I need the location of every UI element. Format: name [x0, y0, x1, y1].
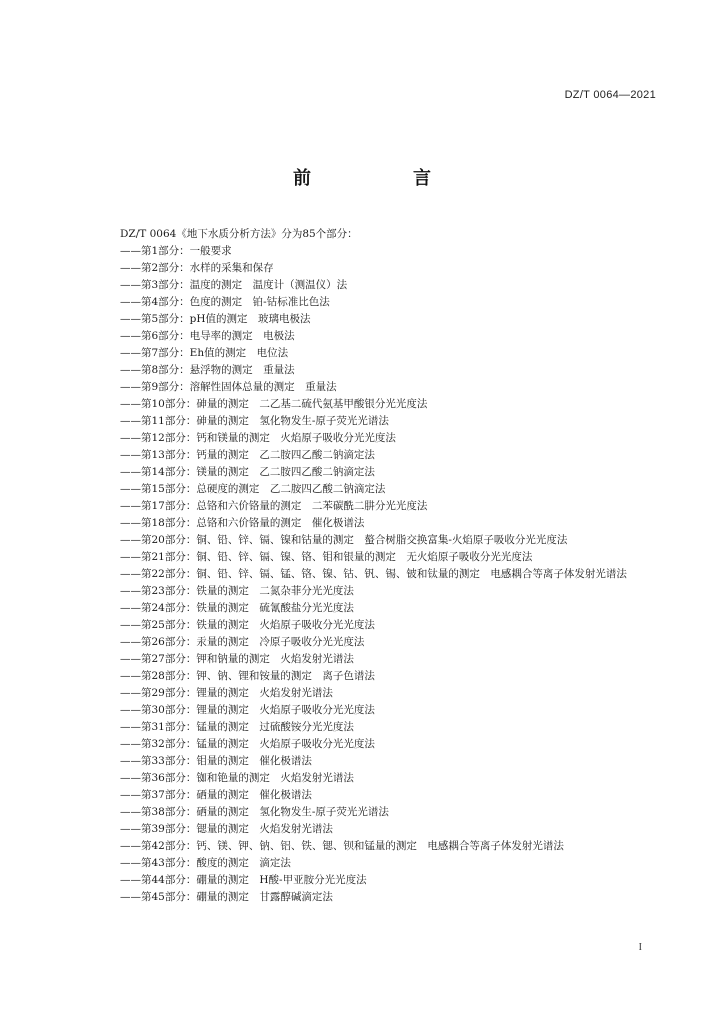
list-item: ——第4部分：色度的测定 铂-钴标准比色法 — [120, 296, 330, 308]
list-item: ——第20部分：铜、铅、锌、镉、镍和钴量的测定 螯合树脂交换富集-火焰原子吸收分光光度法 — [120, 534, 568, 546]
list-item: ——第25部分：铁量的测定 火焰原子吸收分光光度法 — [120, 619, 375, 631]
intro-paragraph: DZ/T 0064《地下水质分析方法》分为85个部分： — [120, 228, 358, 240]
list-item: ——第11部分：砷量的测定 氢化物发生-原子荧光光谱法 — [120, 415, 389, 427]
list-item: ——第29部分：锂量的测定 火焰发射光谱法 — [120, 687, 333, 699]
list-item: ——第44部分：硼量的测定 H酸-甲亚胺分光光度法 — [120, 874, 367, 886]
list-item: ——第33部分：钼量的测定 催化极谱法 — [120, 755, 312, 767]
list-item: ——第23部分：铁量的测定 二氮杂菲分光光度法 — [120, 585, 354, 597]
list-item: ——第21部分：铜、铅、锌、镉、镍、铬、钼和银量的测定 无火焰原子吸收分光光度法 — [120, 551, 533, 563]
list-item: ——第1部分：一般要求 — [120, 245, 232, 257]
list-item: ——第3部分：温度的测定 温度计（测温仪）法 — [120, 279, 348, 291]
list-item: ——第9部分：溶解性固体总量的测定 重量法 — [120, 381, 337, 393]
list-item: ——第31部分：锰量的测定 过硫酸铵分光光度法 — [120, 721, 354, 733]
standard-code: DZ/T 0064—2021 — [564, 89, 656, 101]
list-item: ——第36部分：铷和铯量的测定 火焰发射光谱法 — [120, 772, 354, 784]
list-item: ——第18部分：总铬和六价铬量的测定 催化极谱法 — [120, 517, 365, 529]
list-item: ——第6部分：电导率的测定 电极法 — [120, 330, 295, 342]
list-item: ——第15部分：总硬度的测定 乙二胺四乙酸二钠滴定法 — [120, 483, 386, 495]
list-item: ——第7部分：Eh值的测定 电位法 — [120, 347, 289, 359]
list-item: ——第24部分：铁量的测定 硫氰酸盐分光光度法 — [120, 602, 354, 614]
list-item: ——第8部分：悬浮物的测定 重量法 — [120, 364, 295, 376]
page-number: I — [638, 942, 642, 953]
list-item: ——第30部分：锂量的测定 火焰原子吸收分光光度法 — [120, 704, 375, 716]
page-title: 前 言 — [293, 168, 473, 189]
list-item: ——第5部分：pH值的测定 玻璃电极法 — [120, 313, 311, 325]
list-item: ——第13部分：钙量的测定 乙二胺四乙酸二钠滴定法 — [120, 449, 375, 461]
list-item: ——第32部分：锰量的测定 火焰原子吸收分光光度法 — [120, 738, 375, 750]
list-item: ——第17部分：总铬和六价铬量的测定 二苯碳酰二肼分光光度法 — [120, 500, 428, 512]
list-item: ——第28部分：钾、钠、锂和铵量的测定 离子色谱法 — [120, 670, 375, 682]
document-body — [88, 226, 660, 906]
list-item: ——第42部分：钙、镁、钾、钠、铝、铁、锶、钡和锰量的测定 电感耦合等离子体发射光谱法 — [120, 840, 564, 852]
parts-list — [88, 243, 660, 906]
list-item: ——第10部分：砷量的测定 二乙基二硫代氨基甲酸银分光光度法 — [120, 398, 428, 410]
list-item: ——第27部分：钾和钠量的测定 火焰发射光谱法 — [120, 653, 354, 665]
list-item: ——第37部分：硒量的测定 催化极谱法 — [120, 789, 312, 801]
list-item: ——第39部分：锶量的测定 火焰发射光谱法 — [120, 823, 333, 835]
list-item: ——第22部分：铜、铅、锌、镉、锰、铬、镍、钴、钒、锡、铍和钛量的测定 电感耦合等离子体发射光谱法 — [120, 568, 627, 580]
list-item: ——第43部分：酸度的测定 滴定法 — [120, 857, 291, 869]
list-item: ——第14部分：镁量的测定 乙二胺四乙酸二钠滴定法 — [120, 466, 375, 478]
list-item: ——第12部分：钙和镁量的测定 火焰原子吸收分光光度法 — [120, 432, 396, 444]
list-item: ——第2部分：水样的采集和保存 — [120, 262, 274, 274]
list-item: ——第26部分：汞量的测定 冷原子吸收分光光度法 — [120, 636, 365, 648]
list-item: ——第45部分：硼量的测定 甘露醇碱滴定法 — [120, 891, 333, 903]
list-item: ——第38部分：硒量的测定 氢化物发生-原子荧光光谱法 — [120, 806, 389, 818]
